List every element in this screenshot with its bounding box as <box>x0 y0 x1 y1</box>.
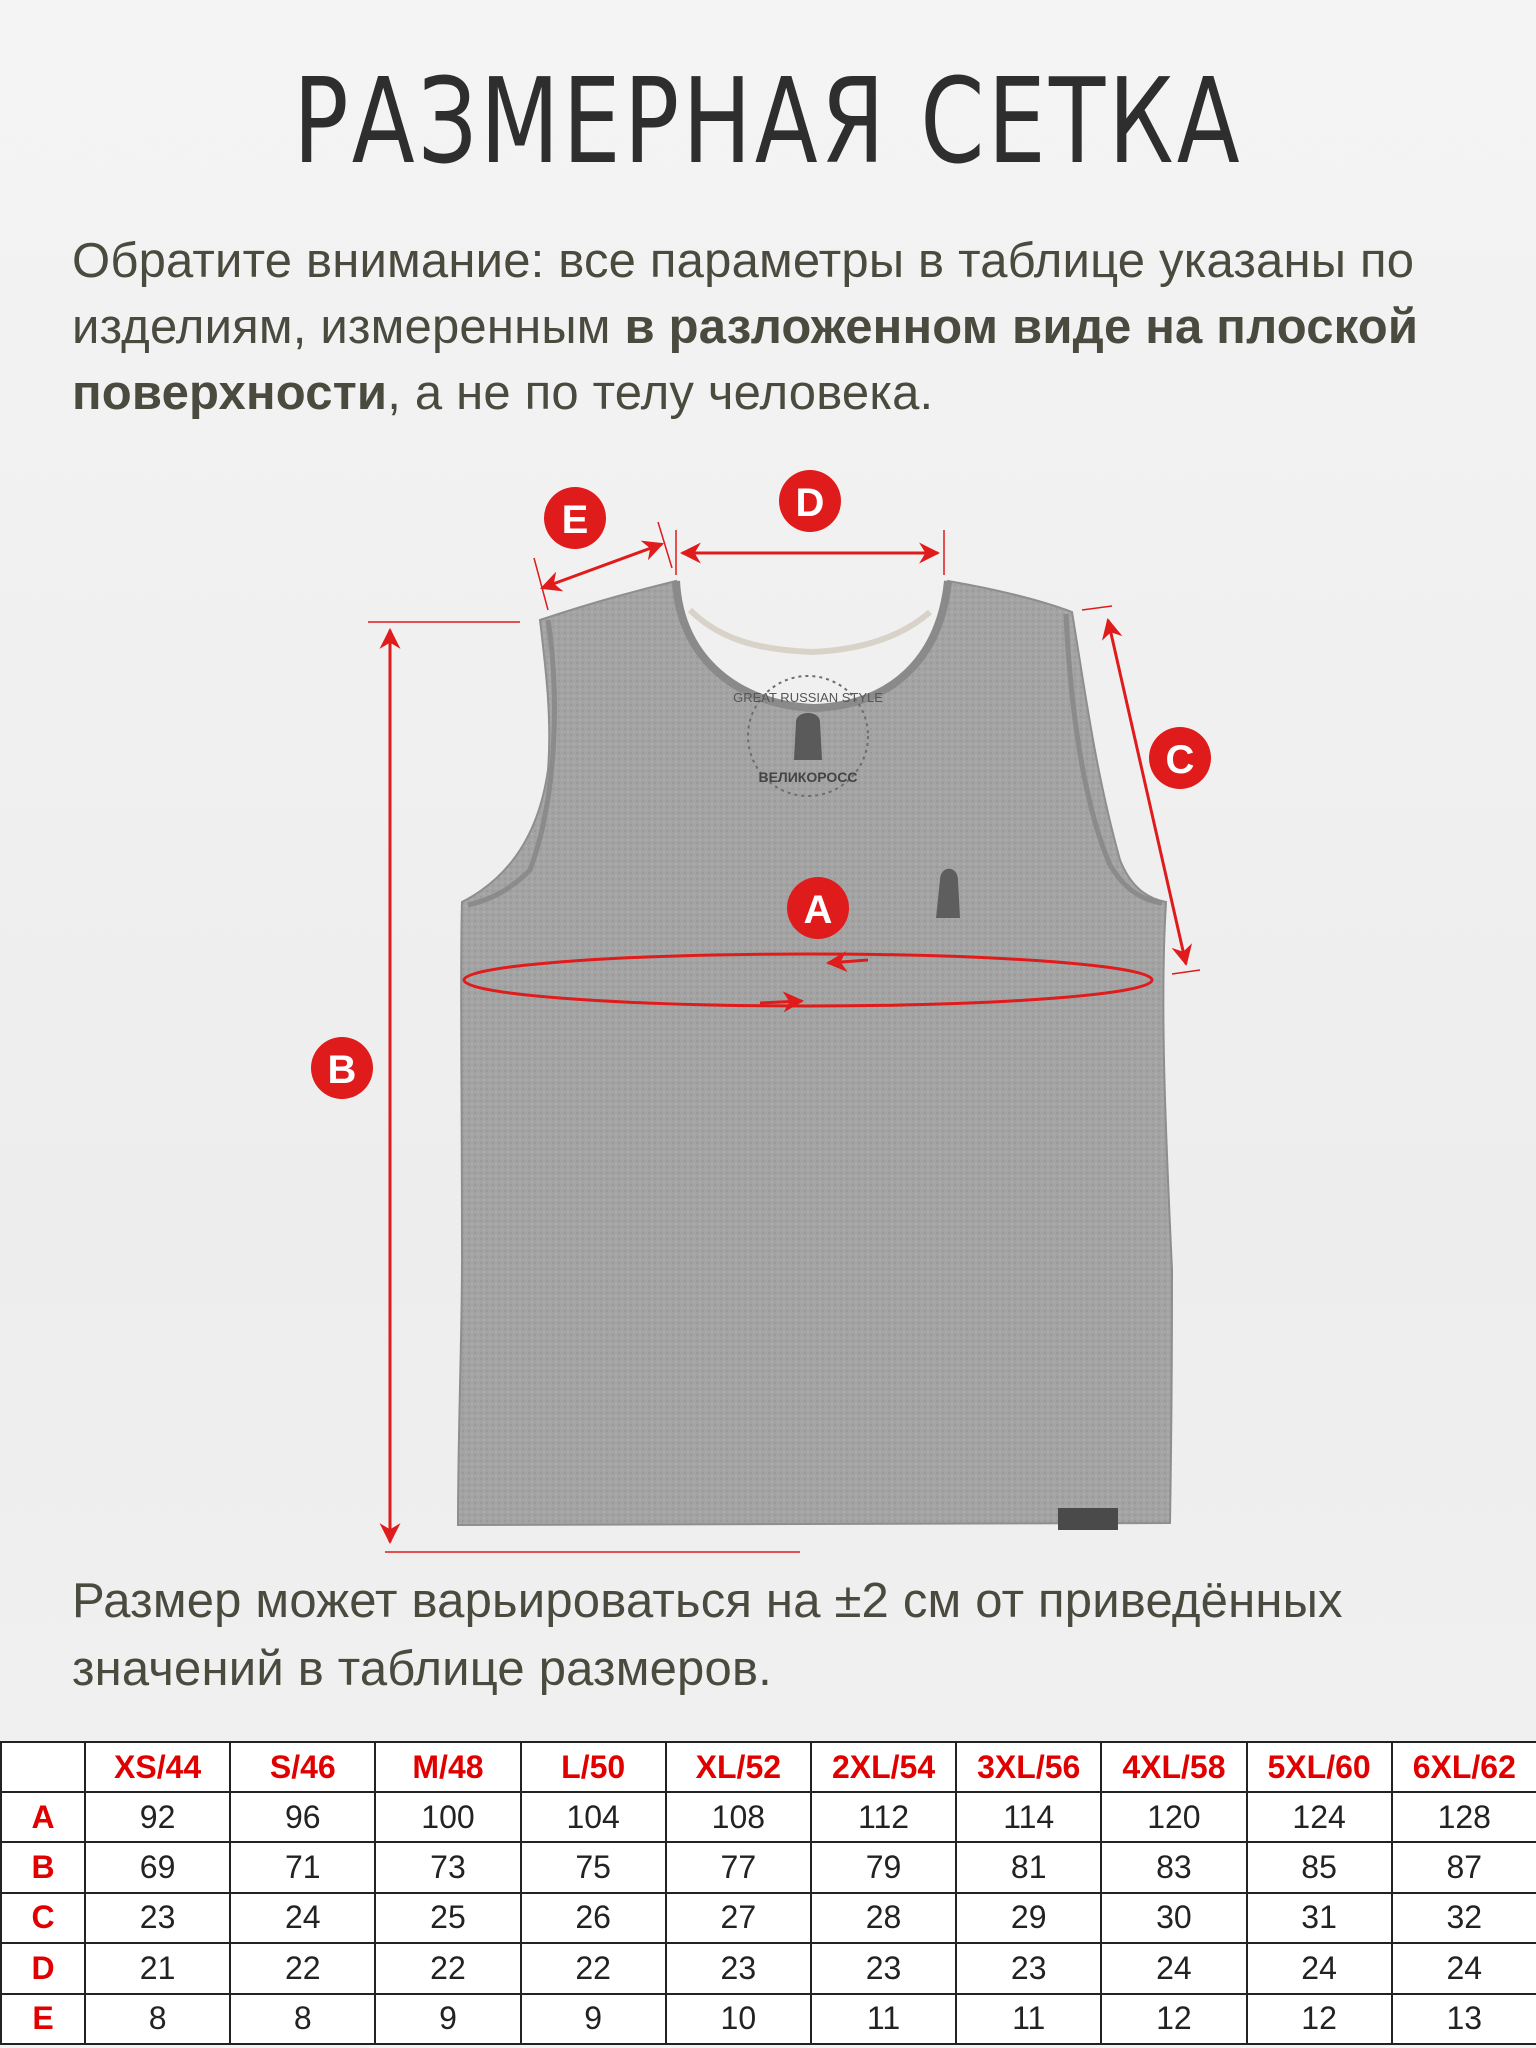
table-cell: 27 <box>666 1893 811 1943</box>
table-cell: 96 <box>230 1792 375 1842</box>
row-label: E <box>1 1994 85 2044</box>
table-cell: 22 <box>375 1943 520 1993</box>
table-cell: 26 <box>521 1893 666 1943</box>
table-cell: 120 <box>1101 1792 1246 1842</box>
measurement-note <box>72 228 1492 426</box>
badge-a <box>787 877 849 939</box>
table-cell: 12 <box>1101 1994 1246 2044</box>
table-cell: 8 <box>230 1994 375 2044</box>
dimension-e-arrow <box>542 544 662 588</box>
table-cell: 77 <box>666 1842 811 1892</box>
variance-note: Размер может варьироваться на ±2 см от приведённых значений в таблице размеров. <box>72 1574 1343 1696</box>
table-cell: 13 <box>1392 1994 1536 2044</box>
row-label: B <box>1 1842 85 1892</box>
table-cell: 30 <box>1101 1893 1246 1943</box>
table-cell: 28 <box>811 1893 956 1943</box>
table-cell: 8 <box>85 1994 230 2044</box>
hem-label-icon <box>1058 1508 1118 1530</box>
table-cell: 81 <box>956 1842 1101 1892</box>
table-cell: 75 <box>521 1842 666 1892</box>
table-cell: 83 <box>1101 1842 1246 1892</box>
badge-d <box>779 470 841 532</box>
svg-text:A: A <box>803 888 833 932</box>
badge-e <box>544 487 606 549</box>
badge-b <box>311 1037 373 1099</box>
table-cell: 100 <box>375 1792 520 1842</box>
table-cell: 128 <box>1392 1792 1536 1842</box>
table-cell: 71 <box>230 1842 375 1892</box>
table-cell: 9 <box>521 1994 666 2044</box>
print-slogan: GREAT RUSSIAN STYLE <box>733 690 883 705</box>
table-cell: 108 <box>666 1792 811 1842</box>
table-cell: 9 <box>375 1994 520 2044</box>
table-header-row <box>1 1742 1536 1792</box>
tank-top-measurement-diagram <box>0 440 1536 1560</box>
table-cell: 85 <box>1247 1842 1392 1892</box>
table-cell: 114 <box>956 1792 1101 1842</box>
size-header: M/48 <box>375 1742 520 1792</box>
note-text-end: , а не по телу человека. <box>387 366 934 420</box>
badge-c <box>1149 727 1211 789</box>
table-row <box>1 1792 1536 1842</box>
table-cell: 104 <box>521 1792 666 1842</box>
table-cell: 12 <box>1247 1994 1392 2044</box>
table-cell: 11 <box>811 1994 956 2044</box>
svg-text:C: C <box>1165 738 1195 782</box>
table-cell: 22 <box>230 1943 375 1993</box>
row-label: A <box>1 1792 85 1842</box>
table-cell: 79 <box>811 1842 956 1892</box>
print-brand: ВЕЛИКОРОСС <box>758 769 858 785</box>
table-cell: 23 <box>956 1943 1101 1993</box>
table-row <box>1 1994 1536 2044</box>
table-corner <box>1 1742 85 1792</box>
note-text-bold: в разложенном виде на плоской поверхности <box>72 300 1419 420</box>
table-cell: 23 <box>666 1943 811 1993</box>
table-cell: 69 <box>85 1842 230 1892</box>
size-header: 5XL/60 <box>1247 1742 1392 1792</box>
table-cell: 10 <box>666 1994 811 2044</box>
table-cell: 11 <box>956 1994 1101 2044</box>
size-header: 6XL/62 <box>1392 1742 1536 1792</box>
table-cell: 23 <box>811 1943 956 1993</box>
table-cell: 29 <box>956 1893 1101 1943</box>
table-row <box>1 1893 1536 1943</box>
table-cell: 92 <box>85 1792 230 1842</box>
table-cell: 24 <box>1392 1943 1536 1993</box>
table-cell: 31 <box>1247 1893 1392 1943</box>
size-header: XS/44 <box>85 1742 230 1792</box>
table-row <box>1 1943 1536 1993</box>
size-header: XL/52 <box>666 1742 811 1792</box>
table-cell: 73 <box>375 1842 520 1892</box>
tank-top-image <box>458 581 1172 1530</box>
table-cell: 24 <box>1101 1943 1246 1993</box>
table-cell: 24 <box>1247 1943 1392 1993</box>
size-header: L/50 <box>521 1742 666 1792</box>
page-title: РАЗМЕРНАЯ СЕТКА <box>293 52 1243 190</box>
svg-text:D: D <box>795 481 825 525</box>
note-text-start: Обратите внимание: все параметры в таблице указаны по изделиям, измеренным <box>72 234 1415 354</box>
svg-text:E: E <box>561 498 589 542</box>
row-label: D <box>1 1943 85 1993</box>
table-cell: 23 <box>85 1893 230 1943</box>
table-cell: 87 <box>1392 1842 1536 1892</box>
table-cell: 24 <box>230 1893 375 1943</box>
row-label: C <box>1 1893 85 1943</box>
size-table <box>0 1741 1536 2045</box>
table-cell: 21 <box>85 1943 230 1993</box>
size-header: 2XL/54 <box>811 1742 956 1792</box>
size-header: 4XL/58 <box>1101 1742 1246 1792</box>
svg-text:B: B <box>327 1048 357 1092</box>
table-row <box>1 1842 1536 1892</box>
table-cell: 124 <box>1247 1792 1392 1842</box>
table-cell: 25 <box>375 1893 520 1943</box>
size-header: 3XL/56 <box>956 1742 1101 1792</box>
size-header: S/46 <box>230 1742 375 1792</box>
table-cell: 32 <box>1392 1893 1536 1943</box>
table-cell: 112 <box>811 1792 956 1842</box>
table-cell: 22 <box>521 1943 666 1993</box>
